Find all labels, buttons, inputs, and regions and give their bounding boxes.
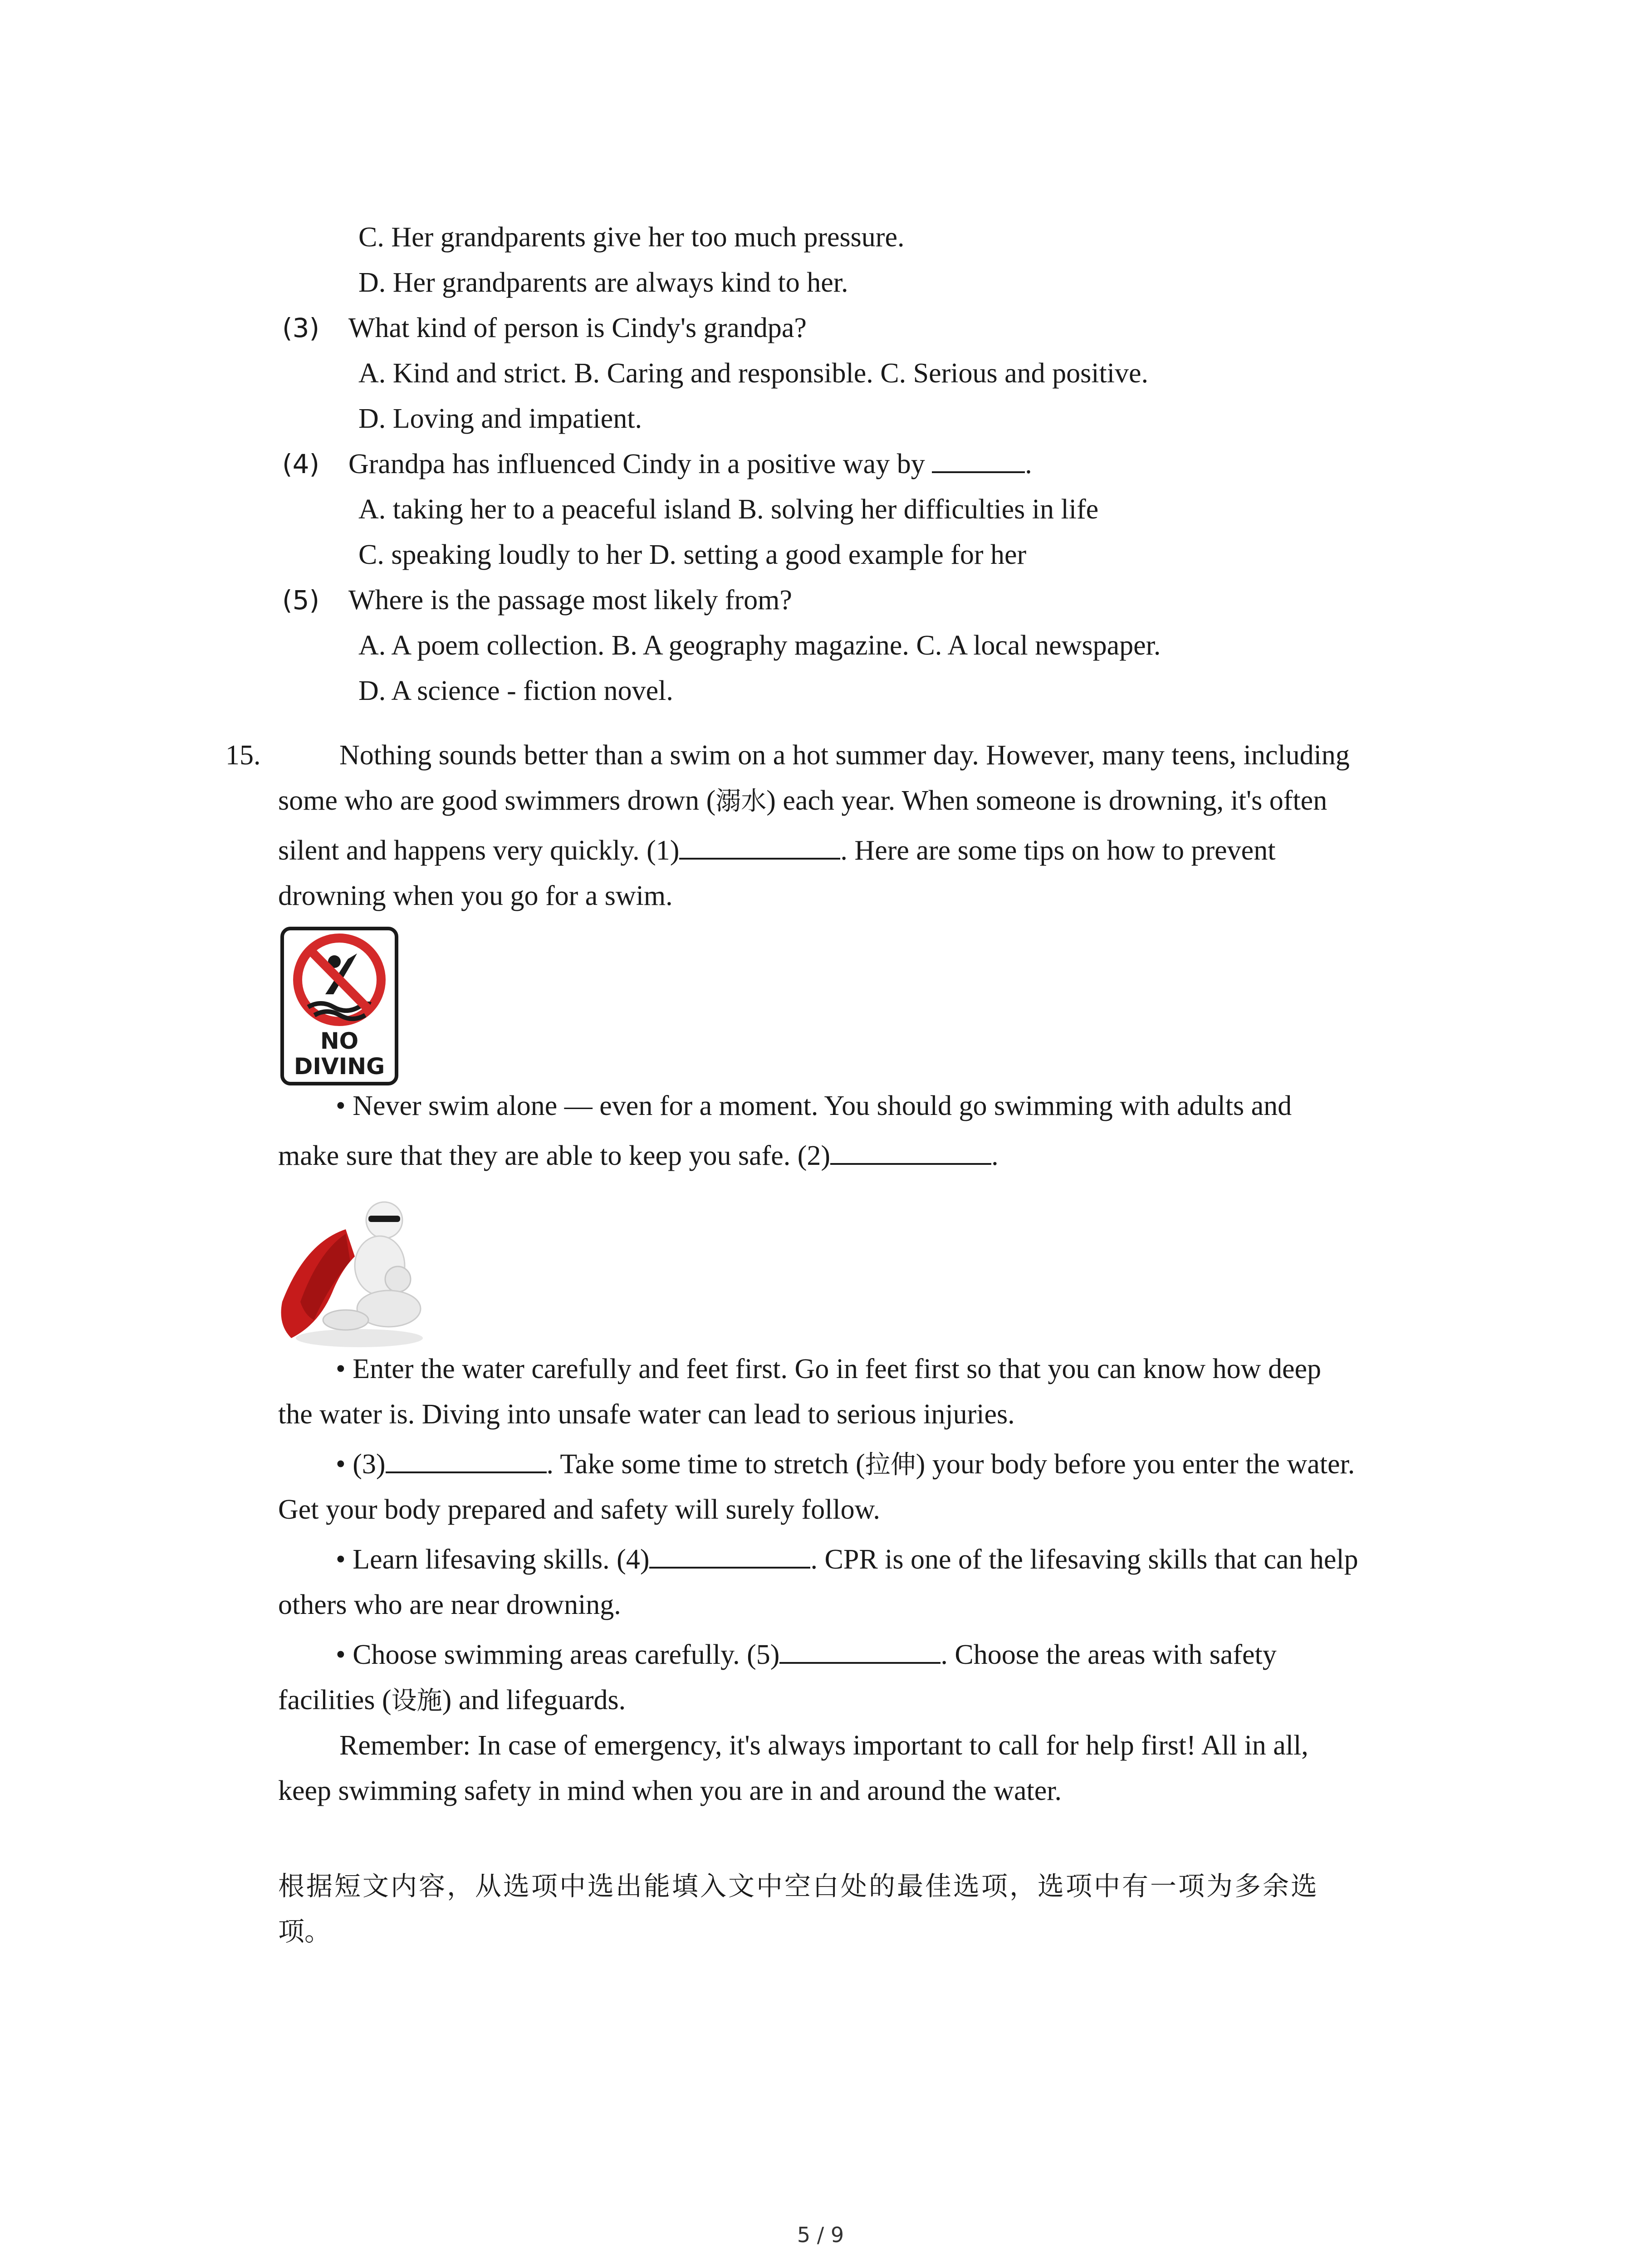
sub-question-number: (5) [282, 585, 320, 616]
answer-blank [649, 1541, 810, 1569]
sub-question-options: D. Loving and impatient. [358, 403, 642, 434]
passage-line: facilities (设施) and lifeguards. [278, 1685, 626, 1716]
sub-question-options: D. A science - fiction novel. [358, 675, 673, 706]
answer-blank [830, 1138, 991, 1165]
instruction-text: 项。 [278, 1916, 331, 1947]
answer-blank [932, 446, 1025, 473]
passage-line: some who are good swimmers drown (溺水) each year. When someone is drowning, it's often [278, 785, 1327, 816]
sub-question-options: C. speaking loudly to her D. setting a good example for her [358, 539, 1027, 570]
sub-question-text: Where is the passage most likely from? [348, 585, 792, 616]
instruction-text: 根据短文内容，从选项中选出能填入文中空白处的最佳选项，选项中有一项为多余选 [278, 1871, 1319, 1901]
passage-line: keep swimming safety in mind when you are in and around the water. [278, 1775, 1062, 1806]
answer-blank [779, 1637, 941, 1664]
question-number: 15. [225, 740, 261, 771]
answer-blank [679, 832, 840, 860]
sub-question-options: A. A poem collection. B. A geography magazine. C. A local newspaper. [358, 630, 1161, 661]
passage-line: • (3) . Take some time to stretch (拉伸) your body before you enter the water. [336, 1446, 1355, 1483]
passage-line: drowning when you go for a swim. [278, 880, 673, 911]
sub-question-options: A. taking her to a peaceful island B. solving her difficulties in life [358, 494, 1099, 525]
page-number: 5 / 9 [797, 2223, 844, 2247]
passage-line: • Enter the water carefully and feet first. Go in feet first so that you can know how deep [336, 1354, 1321, 1384]
sign-text-no: NO [320, 1028, 359, 1054]
passage-line: make sure that they are able to keep you safe. (2) . [278, 1138, 999, 1174]
option-d-line: D. Her grandparents are always kind to her. [358, 267, 848, 298]
no-diving-sign-icon [280, 926, 399, 1086]
passage-line: the water is. Diving into unsafe water can lead to serious injuries. [278, 1399, 1015, 1430]
passage-line: Remember: In case of emergency, it's always important to call for help first! All in all, [339, 1730, 1308, 1761]
answer-blank [386, 1446, 547, 1473]
passage-line: others who are near drowning. [278, 1589, 621, 1620]
sub-question-options: A. Kind and strict. B. Caring and responsible. C. Serious and positive. [358, 358, 1148, 389]
sub-question-text: Grandpa has influenced Cindy in a positive way by . [348, 446, 1032, 482]
option-c-line: C. Her grandparents give her too much pressure. [358, 222, 905, 253]
passage-line: • Learn lifesaving skills. (4) . CPR is one of the lifesaving skills that can help [336, 1541, 1358, 1578]
lifeguard-rescue-illustration-icon [278, 1188, 427, 1352]
passage-line: silent and happens very quickly. (1) . Here are some tips on how to prevent [278, 832, 1275, 869]
sign-text-diving: DIVING [294, 1053, 385, 1080]
sub-question-number: (4) [282, 449, 320, 479]
sub-question-text: What kind of person is Cindy's grandpa? [348, 313, 807, 343]
sub-question-number: (3) [282, 313, 320, 343]
passage-line: • Never swim alone — even for a moment. You should go swimming with adults and [336, 1090, 1292, 1121]
passage-line: Get your body prepared and safety will surely follow. [278, 1494, 880, 1525]
passage-line: • Choose swimming areas carefully. (5) . Choose the areas with safety [336, 1637, 1277, 1673]
passage-line: Nothing sounds better than a swim on a hot summer day. However, many teens, including [339, 740, 1350, 771]
